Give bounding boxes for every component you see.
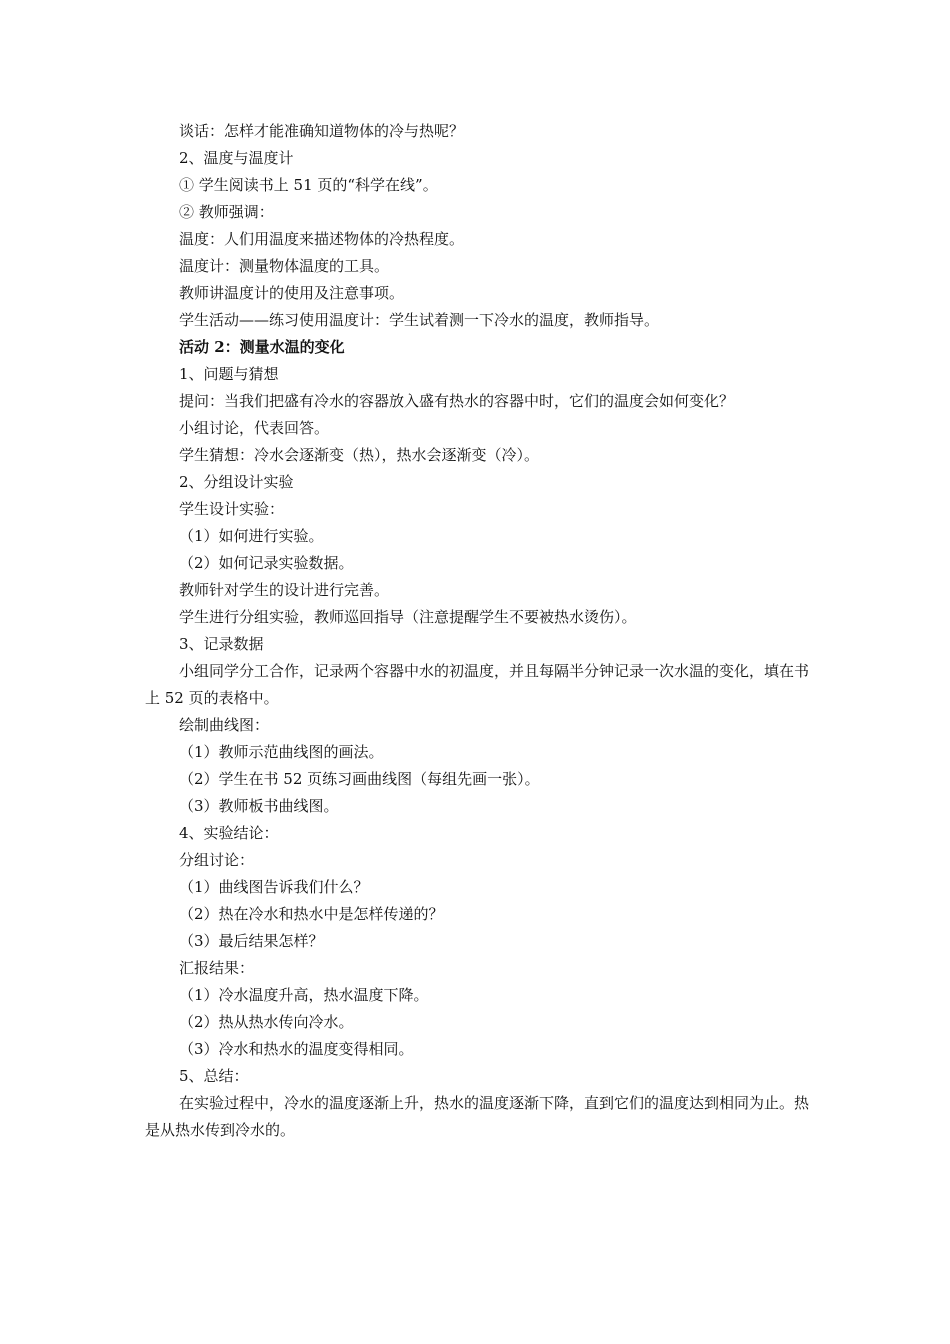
body-paragraph: 小组同学分工合作，记录两个容器中水的初温度，并且每隔半分钟记录一次水温的变化，填在书上 52 页的表格中。 xyxy=(145,662,810,707)
text-line: 温度计：测量物体温度的工具。 xyxy=(179,257,390,275)
text-line: 学生进行分组实验，教师巡回指导（注意提醒学生不要被热水烫伤）。 xyxy=(179,608,637,626)
text-line: 提问：当我们把盛有冷水的容器放入盛有热水的容器中时，它们的温度会如何变化？ xyxy=(179,392,735,410)
document-body xyxy=(145,118,820,1144)
text-line: （2）热从热水传向冷水。 xyxy=(179,1013,354,1031)
section-heading: 活动 2：测量水温的变化 xyxy=(179,338,345,356)
text-line: 教师讲温度计的使用及注意事项。 xyxy=(179,284,405,302)
text-line: （1）教师示范曲线图的画法。 xyxy=(179,743,384,761)
text-line: （3）最后结果怎样？ xyxy=(179,932,324,950)
text-line: （1）曲线图告诉我们什么？ xyxy=(179,878,369,896)
text-line: 学生猜想：冷水会逐渐变（热），热水会逐渐变（冷）。 xyxy=(179,446,540,464)
text-line: （3）教师板书曲线图。 xyxy=(179,797,339,815)
text-line: 学生活动——练习使用温度计：学生试着测一下冷水的温度，教师指导。 xyxy=(179,311,660,329)
text-line: 小组讨论，代表回答。 xyxy=(179,419,330,437)
text-line: 2、分组设计实验 xyxy=(179,473,294,491)
text-line: 汇报结果： xyxy=(179,959,255,977)
text-line: （3）冷水和热水的温度变得相同。 xyxy=(179,1040,414,1058)
text-line: 学生设计实验： xyxy=(179,500,285,518)
text-line: （2）如何记录实验数据。 xyxy=(179,554,354,572)
text-line: （1）如何进行实验。 xyxy=(179,527,324,545)
text-line: ① 学生阅读书上 51 页的“科学在线”。 xyxy=(179,176,438,194)
text-line: 分组讨论： xyxy=(179,851,255,869)
text-line: （2）学生在书 52 页练习画曲线图（每组先画一张）。 xyxy=(179,770,540,788)
text-line: 2、温度与温度计 xyxy=(179,149,294,167)
text-line: 3、记录数据 xyxy=(179,635,264,653)
text-line: 教师针对学生的设计进行完善。 xyxy=(179,581,390,599)
text-line: 4、实验结论： xyxy=(179,824,279,842)
text-line: ② 教师强调： xyxy=(179,203,274,221)
text-line: 温度：人们用温度来描述物体的冷热程度。 xyxy=(179,230,465,248)
text-line: （2）热在冷水和热水中是怎样传递的？ xyxy=(179,905,444,923)
body-paragraph: 在实验过程中，冷水的温度逐渐上升，热水的温度逐渐下降，直到它们的温度达到相同为止。热是从热水传到冷水的。 xyxy=(145,1094,810,1139)
text-line: 1、问题与猜想 xyxy=(179,365,279,383)
text-line: 绘制曲线图： xyxy=(179,716,270,734)
text-line: 5、总结： xyxy=(179,1067,249,1085)
text-line: （1）冷水温度升高，热水温度下降。 xyxy=(179,986,429,1004)
text-line: 谈话：怎样才能准确知道物体的冷与热呢？ xyxy=(179,122,465,140)
